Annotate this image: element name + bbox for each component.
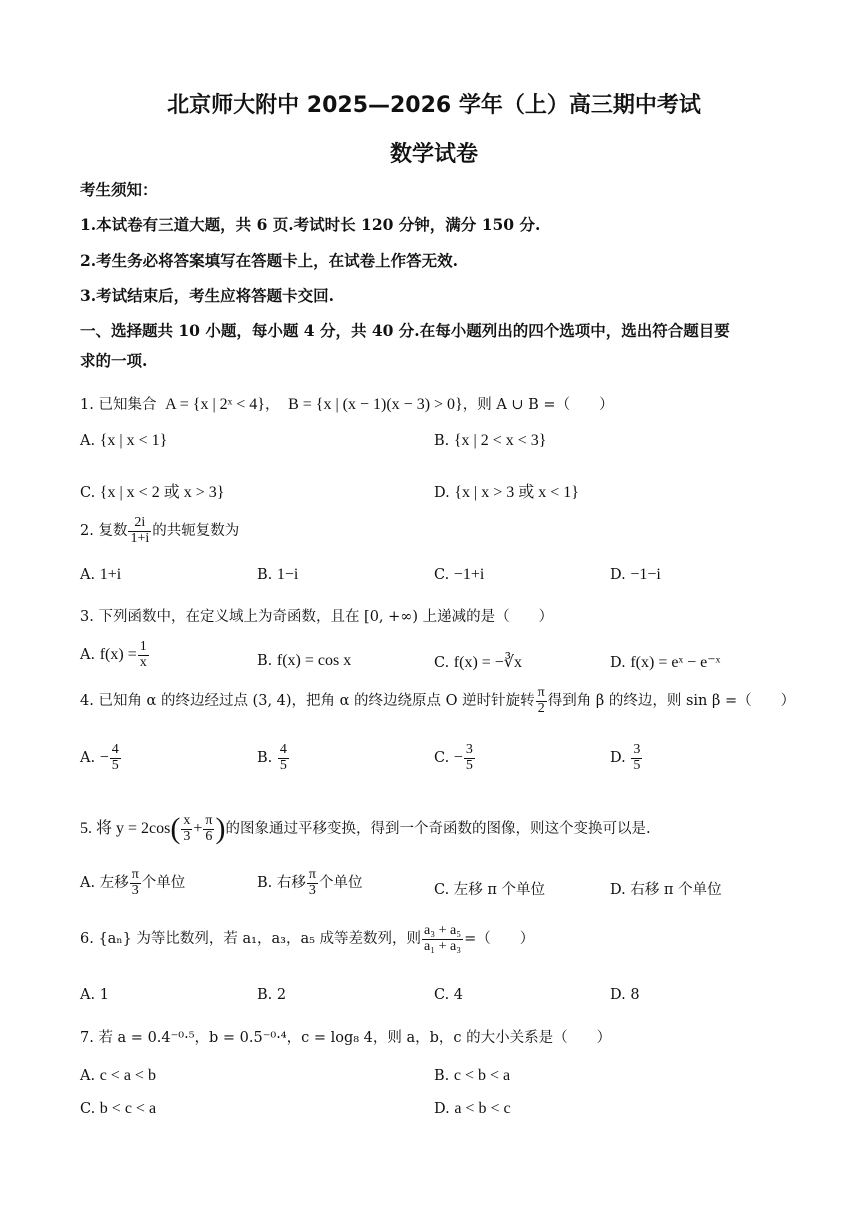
fraction-numerator: 1 [139, 639, 147, 654]
question-6-suffix: =（ ） [464, 931, 535, 948]
section-heading-line2: 求的一项. [80, 351, 148, 370]
fraction-denominator: 1+i [130, 530, 150, 546]
option-label: A. [80, 1068, 96, 1084]
q1-option-c [80, 479, 224, 502]
question-3: 3. 下列函数中，在定义域上为奇函数，且在 [0, +∞) 上递减的是（ ） [80, 609, 554, 625]
q5-option-d: D. 右移 π 个单位 [610, 882, 722, 898]
q1-comma: ， [264, 397, 280, 413]
option-label: C. [80, 485, 96, 501]
fraction-denominator: 3 [131, 882, 139, 898]
option-text: {x | x > 3 或 x < 1} [454, 484, 579, 501]
option-text: c < b < a [453, 1067, 511, 1084]
question-4-suffix: 得到角 β 的终边，则 sin β =（ ） [547, 693, 796, 710]
q2-option-c [434, 566, 484, 584]
option-label: B. [434, 433, 450, 449]
q7-option-b [434, 1067, 510, 1085]
fraction-numerator: π [308, 867, 316, 882]
option-label: A. [80, 987, 96, 1003]
question-2-suffix: 的共轭复数为 [152, 523, 240, 540]
q3-option-d [610, 652, 720, 672]
option-label: D. [434, 485, 450, 501]
option-label: A. [80, 647, 96, 664]
option-label: C. [80, 1101, 96, 1117]
q1-option-b [434, 432, 546, 450]
question-5-suffix: 的图象通过平移变换，得到一个奇函数的图像，则这个变换可以是. [225, 821, 651, 837]
option-text: 1−i [276, 566, 299, 583]
option-text: −1−i [630, 566, 661, 583]
option-text: 4 [453, 987, 464, 1003]
question-1 [80, 393, 614, 414]
q4-option-a [80, 743, 122, 773]
option-text: 2 [276, 987, 287, 1003]
question-4 [80, 686, 795, 716]
q2-option-b [257, 566, 298, 584]
q6-option-a [80, 987, 109, 1003]
fraction-denominator: 3 [308, 882, 316, 898]
plus-sign: + [193, 820, 203, 837]
option-text: a < b < c [454, 1100, 511, 1117]
notice-heading: 考生须知： [80, 180, 158, 199]
option-tail: 个单位 [318, 875, 363, 892]
q7-option-c [80, 1100, 156, 1118]
question-2-prefix: 2. 复数 [80, 523, 128, 540]
set-a: A = {x | 2ˣ < 4} [165, 396, 265, 413]
q6-option-b [257, 987, 286, 1003]
option-text: f(x) = cos x [276, 652, 352, 669]
option-text: {x | x < 1} [99, 432, 168, 449]
option-label: D. [610, 750, 626, 767]
fraction-denominator: 5 [279, 757, 287, 773]
option-label: B. [257, 567, 273, 583]
q7-option-d [434, 1100, 511, 1118]
option-label: D. [434, 1101, 450, 1117]
q7-option-a [80, 1067, 156, 1085]
option-label: C. [434, 567, 450, 583]
option-text: f(x) = −∛x [453, 654, 523, 671]
fraction-denominator: x [139, 654, 147, 670]
fraction-denominator: a₁ + a₃ [424, 938, 462, 954]
option-label: B. [257, 653, 273, 669]
option-label: D. [610, 987, 626, 1003]
option-label: B. [434, 1068, 450, 1084]
q2-option-d [610, 566, 661, 584]
option-text: 1+i [99, 566, 122, 583]
option-text: {x | 2 < x < 3} [453, 432, 547, 449]
option-text: 1 [99, 987, 109, 1003]
option-label: A. [80, 750, 96, 767]
q4-option-d [610, 743, 643, 773]
q1-option-a [80, 432, 167, 450]
option-text: b < c < a [99, 1100, 157, 1117]
option-label: C. [434, 987, 450, 1003]
option-label: D. [610, 655, 626, 671]
q4-option-b [257, 743, 290, 773]
question-1-prefix: 1. 已知集合 [80, 397, 157, 413]
option-label: A. [80, 433, 96, 449]
question-4-prefix: 4. 已知角 α 的终边经过点 (3, 4)，把角 α 的终边绕原点 O 逆时针旋转 [80, 693, 535, 710]
page-subtitle: 数学试卷 [389, 142, 478, 167]
option-text: {x | x < 2 或 x > 3} [99, 484, 225, 501]
q1-option-d [434, 479, 579, 502]
section-heading-line1: 一、选择题共 10 小题，每小题 4 分，共 40 分.在每小题列出的四个选项中，选出符合题目要 [80, 321, 730, 340]
option-text: c < a < b [99, 1067, 156, 1084]
question-1-tail: ，则 A ∪ B =（ ） [462, 397, 614, 413]
fraction-denominator: 2 [537, 700, 545, 716]
option-label: B. [257, 987, 273, 1003]
q4-option-c [434, 743, 476, 773]
notice-item-3: 3.考试结束后，考生应将答题卡交回. [80, 286, 335, 305]
fraction-numerator: π [205, 812, 213, 828]
question-6-prefix: 6. {aₙ} 为等比数列，若 a₁，a₃，a₅ 成等差数列，则 [80, 931, 422, 948]
q5-option-c: C. 左移 π 个单位 [434, 882, 546, 898]
option-label: D. [610, 567, 626, 583]
fraction-numerator: 3 [465, 742, 473, 757]
question-5: 5. 将 y = 2cos( $\frac{x}{3}$ + $\frac{\pi}{6}$ )的图象通过平移变换，得到一个奇函数的图像，则这个变换可以是. [80, 812, 651, 845]
option-text: 8 [630, 987, 640, 1003]
option-sign: − [453, 749, 463, 767]
option-label: A. 左移 [80, 875, 129, 892]
q5-option-b [257, 868, 362, 898]
notice-item-2: 2.考生务必将答案填写在答题卡上，在试卷上作答无效. [80, 251, 459, 270]
option-label: B. [257, 750, 273, 767]
q2-option-a [80, 566, 121, 584]
q6-option-c [434, 987, 463, 1003]
set-b: B = {x | (x − 1)(x − 3) > 0} [288, 396, 463, 413]
option-text: −1+i [453, 566, 485, 583]
fraction-numerator: 4 [111, 742, 119, 757]
fraction-denominator: 5 [111, 757, 119, 773]
fraction-numerator: π [131, 867, 139, 882]
fraction-numerator: 3 [633, 742, 641, 757]
question-6 [80, 924, 534, 954]
option-label: C. [434, 750, 450, 767]
option-label: C. [434, 655, 450, 671]
q5-option-a [80, 868, 185, 898]
option-tail: 个单位 [141, 875, 186, 892]
q3-option-c [434, 652, 522, 672]
question-7: 7. 若 a = 0.4⁻⁰·⁵，b = 0.5⁻⁰·⁴，c = log₈ 4，则 a，b，c 的大小关系是（ ） [80, 1030, 612, 1046]
q3-option-a [80, 640, 150, 670]
fraction-denominator: 3 [183, 828, 191, 844]
fraction-denominator: 5 [633, 757, 641, 773]
notice-item-1: 1.本试卷有三道大题，共 6 页.考试时长 120 分钟，满分 150 分. [80, 215, 541, 234]
option-text: f(x) = eˣ − e⁻ˣ [630, 654, 721, 671]
fraction-denominator: 6 [205, 828, 213, 844]
fraction-numerator: 4 [279, 742, 287, 757]
fraction-numerator: x [183, 812, 191, 828]
question-2 [80, 516, 239, 546]
option-label: A. [80, 567, 96, 583]
option-label: B. 右移 [257, 875, 306, 892]
q6-option-d [610, 987, 640, 1003]
page-title: 北京师大附中 2025—2026 学年（上）高三期中考试 [167, 93, 701, 118]
fraction-numerator: π [537, 685, 545, 700]
option-lhs: f(x) = [99, 646, 137, 664]
fraction-numerator: a₃ + a₅ [424, 923, 462, 938]
q3-option-b [257, 652, 351, 670]
fraction-numerator: 2i [128, 516, 151, 532]
question-5-prefix: 5. 将 y = 2cos [80, 820, 171, 837]
fraction-denominator: 5 [465, 757, 473, 773]
option-sign: − [99, 749, 109, 767]
